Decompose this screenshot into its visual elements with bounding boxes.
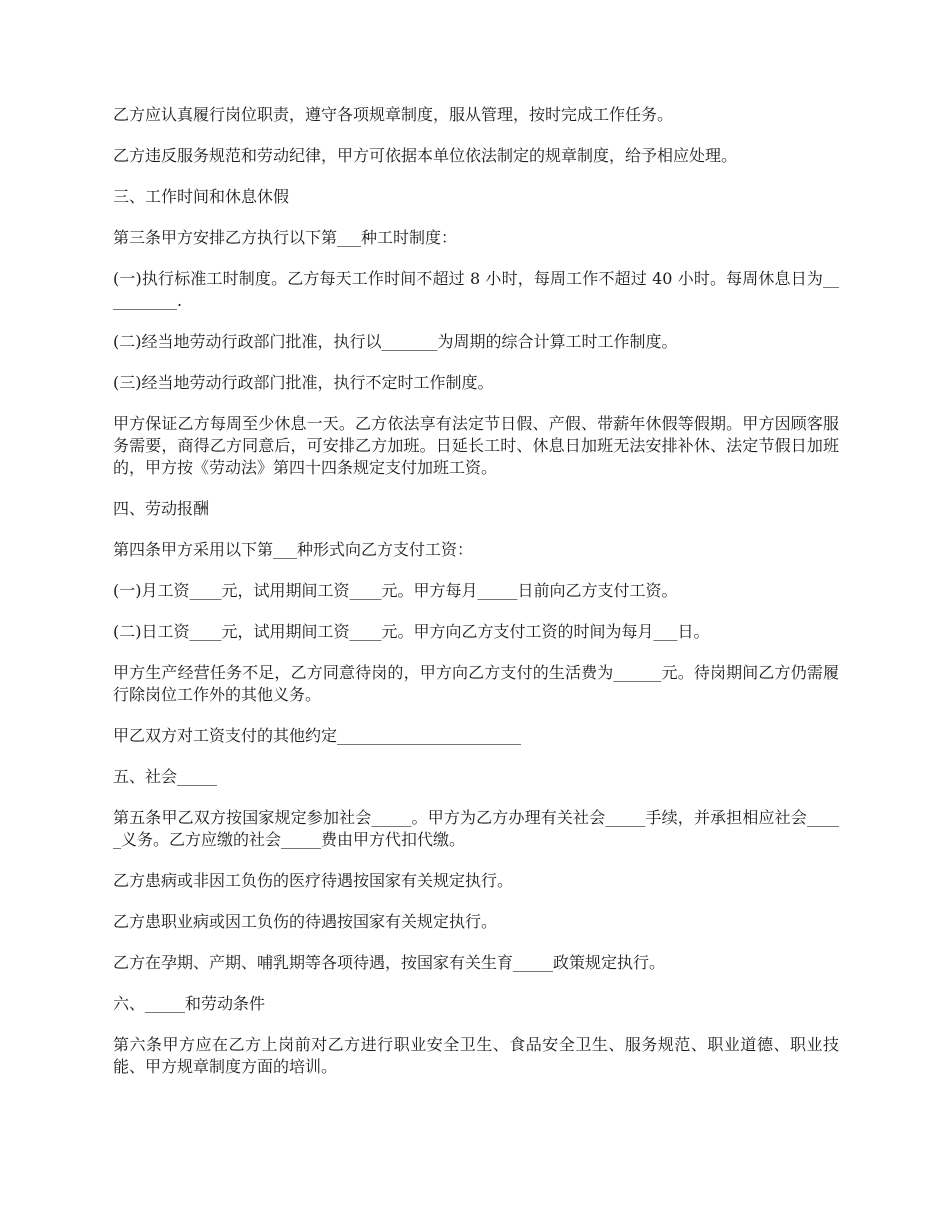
article-3-item-2: (二)经当地劳动行政部门批准，执行以_______为周期的综合计算工时工作制度。 xyxy=(113,332,678,351)
section-heading-remuneration: 四、劳动报酬 xyxy=(113,499,210,518)
paragraph-illness: 乙方患病或非因工负伤的医疗待遇按国家有关规定执行。 xyxy=(113,871,514,890)
paragraph-duties: 乙方应认真履行岗位职责，遵守各项规章制度，服从管理，按时完成工作任务。 xyxy=(113,105,674,124)
paragraph-occupational-injury: 乙方患职业病或因工负伤的待遇按国家有关规定执行。 xyxy=(113,912,498,931)
paragraph-discipline: 乙方违反服务规范和劳动纪律，甲方可依据本单位依法制定的规章制度，给予相应处理。 xyxy=(113,146,738,165)
paragraph-other-agreements: 甲乙双方对工资支付的其他约定_______________________ xyxy=(113,726,522,745)
paragraph-rest-days: 甲方保证乙方每周至少休息一天。乙方依法享有法定节日假、产假、带薪年休假等假期。甲方因顾客服务需要，商得乙方同意后，可安排乙方加班。日延长工时、休息日加班无法安排补休、法定节假日加班的，甲方按《劳动法》第四十四条规定支付加班工资。 xyxy=(113,414,839,477)
section-heading-labor-conditions: 六、_____和劳动条件 xyxy=(113,994,266,1013)
section-heading-social: 五、社会_____ xyxy=(113,767,218,786)
article-3-item-1: (一)执行标准工时制度。乙方每天工作时间不超过 8 小时，每周工作不超过 40 小时。每周休息日为__________. xyxy=(113,269,839,310)
paragraph-standby-pay: 甲方生产经营任务不足，乙方同意待岗的，甲方向乙方支付的生活费为______元。待岗期间乙方仍需履行除岗位工作外的其他义务。 xyxy=(113,663,839,704)
article-3-item-3: (三)经当地劳动行政部门批准，执行不定时工作制度。 xyxy=(113,373,494,392)
paragraph-maternity: 乙方在孕期、产期、哺乳期等各项待遇，按国家有关生育_____政策规定执行。 xyxy=(113,953,666,972)
article-4-item-2: (二)日工资____元，试用期间工资____元。甲方向乙方支付工资的时间为每月___日。 xyxy=(113,622,710,641)
section-heading-work-hours: 三、工作时间和休息休假 xyxy=(113,187,290,206)
article-4-item-1: (一)月工资____元，试用期间工资____元。甲方每月_____日前向乙方支付工资。 xyxy=(113,581,678,600)
article-5: 第五条甲乙双方按国家规定参加社会_____。甲方为乙方办理有关社会_____手续，并承担相应社会_____义务。乙方应缴的社会_____费由甲方代扣代缴。 xyxy=(113,808,839,849)
article-4: 第四条甲方采用以下第___种形式向乙方支付工资： xyxy=(113,540,474,559)
article-3: 第三条甲方安排乙方执行以下第___种工时制度： xyxy=(113,228,458,247)
article-6: 第六条甲方应在乙方上岗前对乙方进行职业安全卫生、食品安全卫生、服务规范、职业道德、职业技能、甲方规章制度方面的培训。 xyxy=(113,1035,839,1076)
document-page xyxy=(113,104,839,1097)
